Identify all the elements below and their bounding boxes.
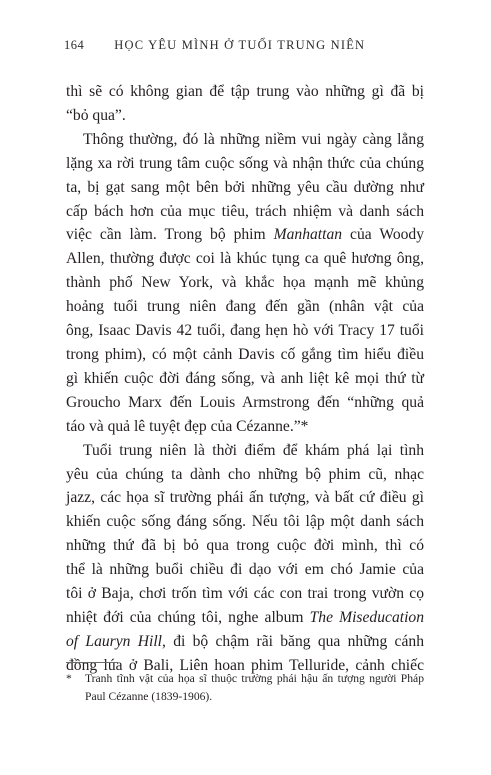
text-line xyxy=(66,367,424,391)
text-segment: của Woody xyxy=(342,226,425,244)
text-line xyxy=(66,223,424,247)
italic-title: The Miseducation xyxy=(309,608,424,626)
text-segment: ông, Isaac Davis 42 tuổi, đang hẹn hò với Tracy 17 tuổi xyxy=(66,322,424,340)
text-segment: tôi ở Baja, chơi trốn tìm với các con trai trong vườn cọ xyxy=(66,585,424,603)
text-segment: Tuổi trung niên là thời điểm để khám phá lại tình xyxy=(83,441,424,459)
text-segment: thể là những buổi chiều đi dạo với em chó Jamie của xyxy=(66,561,424,579)
text-segment: đồng lúa ở Bali, Liên hoan phim Telluride, cảnh chiếc xyxy=(66,656,424,674)
text-line xyxy=(66,271,424,295)
running-header xyxy=(64,38,444,53)
text-line xyxy=(66,630,424,654)
text-line xyxy=(66,510,424,534)
text-segment: ta, bị gạt sang một bên bởi những yêu cầu dường như xyxy=(66,178,424,196)
text-line xyxy=(66,606,424,630)
text-segment: “bỏ qua”. xyxy=(66,106,126,124)
text-segment: lặng xa rời trung tâm cuộc sống và nhận thức của chúng xyxy=(66,154,424,172)
text-line xyxy=(66,391,424,415)
text-line xyxy=(66,176,424,200)
text-line xyxy=(66,582,424,606)
text-line xyxy=(66,486,424,510)
text-segment: Thông thường, đó là những niềm vui ngày càng lẳng xyxy=(83,130,424,148)
text-line xyxy=(66,295,424,319)
text-line xyxy=(66,247,424,271)
footnote-marker: * xyxy=(66,672,72,685)
text-line xyxy=(66,128,424,152)
text-line xyxy=(66,80,424,104)
text-line xyxy=(66,415,424,439)
page-number: 164 xyxy=(64,38,85,52)
text-segment: cấp bách hơn của mục tiêu, trách nhiệm và danh sách xyxy=(66,202,424,220)
text-segment: việc cần làm. Trong bộ phim xyxy=(66,226,274,244)
text-line xyxy=(66,104,424,128)
text-segment: yêu của chúng ta dành cho những bộ phim cũ, nhạc xyxy=(66,465,424,483)
text-segment: Groucho Marx đến Louis Armstrong đến “những quả xyxy=(66,393,424,411)
text-line xyxy=(66,200,424,224)
text-line xyxy=(66,343,424,367)
text-segment: jazz, các họa sĩ trường phái ấn tượng, và bất cứ điều gì xyxy=(66,489,424,507)
text-line xyxy=(66,319,424,343)
text-segment: hoảng tuổi trung niên đang đến gần (nhân vật của xyxy=(66,298,424,316)
text-segment: thành phố New York, và khắc họa mạnh mẽ khủng xyxy=(66,274,424,292)
text-segment: khiến cuộc sống đáng sống. Nếu tôi lập một danh sách xyxy=(66,513,424,531)
text-line xyxy=(66,558,424,582)
text-segment: những thứ đã bị bỏ qua trong cuộc đời mình, thì có xyxy=(66,537,424,555)
text-segment: thì sẽ có không gian để tập trung vào những gì đã bị xyxy=(66,83,424,100)
text-segment: nhiệt đới của chúng tôi, nghe album xyxy=(66,608,310,626)
footnote-line: Paul Cézanne (1839-1906). xyxy=(85,690,213,703)
text-segment: táo và quả lê tuyệt đẹp của Cézanne.”* xyxy=(66,417,309,435)
text-line xyxy=(66,439,424,463)
footnote-text xyxy=(85,670,424,706)
text-segment: trong phim), có một cảnh Davis cố gắng tìm hiểu điều xyxy=(66,345,424,363)
footnote xyxy=(66,670,424,706)
text-line xyxy=(66,463,424,487)
footnote-line: Tranh tĩnh vật của họa sĩ thuộc trường phái hậu ấn tượng người Pháp xyxy=(85,672,424,685)
text-segment: , đi bộ chậm rãi băng qua những cánh xyxy=(162,632,424,650)
body-text xyxy=(66,80,424,678)
text-segment: gì khiến cuộc đời đáng sống, và anh liệt kê mọi thứ từ xyxy=(66,369,424,387)
running-title: HỌC YÊU MÌNH Ở TUỔI TRUNG NIÊN xyxy=(114,38,366,52)
italic-title: Manhattan xyxy=(273,226,343,244)
text-segment: Allen, thường được coi là khúc tụng ca quê hương ông, xyxy=(66,250,424,268)
italic-title: of Lauryn Hill xyxy=(66,632,163,650)
text-line xyxy=(66,152,424,176)
footnote-divider xyxy=(66,662,118,663)
text-line xyxy=(66,534,424,558)
